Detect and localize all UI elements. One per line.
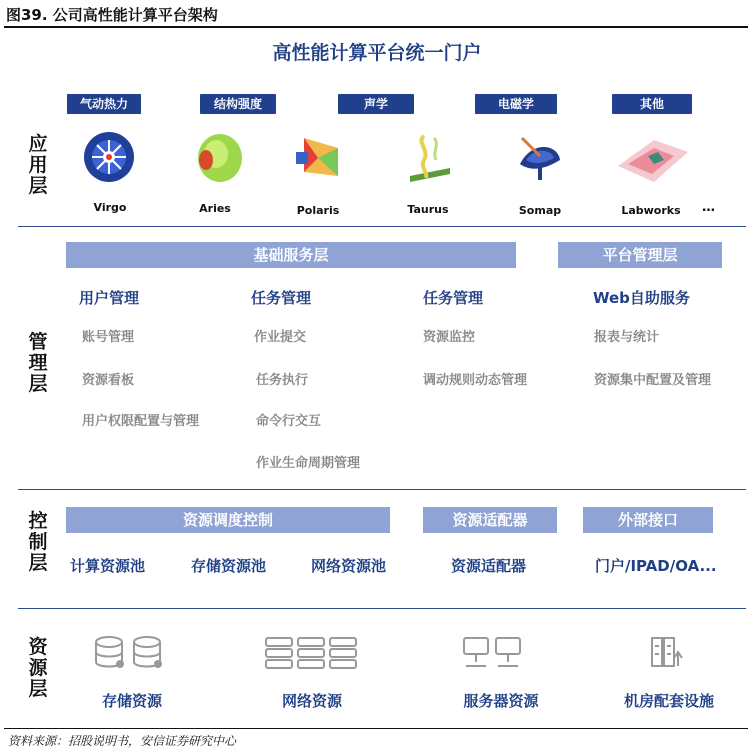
- layer-label-application: 应 用 层: [28, 133, 48, 197]
- compute-resource-pool: 计算资源池: [70, 557, 146, 575]
- datacenter-facility-label: 机房配套设施: [623, 692, 714, 710]
- taurus-app-icon: [402, 130, 458, 186]
- storage-resource-pool: 存储资源池: [191, 557, 267, 575]
- item-resource-monitoring: 资源监控: [423, 330, 476, 345]
- heading-user-management: 用户管理: [79, 289, 140, 307]
- layer-separator: [18, 226, 746, 227]
- item-job-lifecycle-management: 作业生命周期管理: [256, 456, 361, 471]
- polaris-app-icon: [290, 130, 346, 186]
- layer-label-resource: 资 源 层: [28, 636, 48, 700]
- more-apps-ellipsis: …: [702, 200, 715, 215]
- layer-label-management: 管 理 层: [28, 331, 48, 395]
- category-tag-aero-thermal: 气动热力: [67, 94, 141, 114]
- network-resource-label: 网络资源: [281, 692, 342, 710]
- category-tag-electromagnetics: 电磁学: [475, 94, 557, 114]
- app-name-virgo: Virgo: [93, 201, 127, 214]
- figure-title: 图39. 公司高性能计算平台架构: [6, 6, 218, 24]
- heading-task-management: 任务管理: [251, 289, 312, 307]
- title-rule: [4, 26, 748, 28]
- layer-separator: [18, 608, 746, 609]
- resource-adapter-bar: 资源适配器: [423, 507, 557, 533]
- server-resource-label: 服务器资源: [463, 692, 539, 710]
- app-name-labworks: Labworks: [621, 204, 681, 217]
- item-resource-config-management: 资源集中配置及管理: [594, 373, 712, 388]
- storage-resource-icon: [92, 634, 164, 672]
- server-resource-icon: [462, 636, 522, 672]
- item-resource-dashboard: 资源看板: [82, 373, 135, 388]
- labworks-app-icon: [614, 126, 690, 186]
- item-account-management: 账号管理: [82, 330, 135, 345]
- app-name-aries: Aries: [199, 202, 231, 215]
- datacenter-facility-icon: [648, 634, 688, 672]
- layer-label-control: 控 制 层: [28, 510, 48, 574]
- category-tag-acoustics: 声学: [338, 94, 414, 114]
- app-name-somap: Somap: [518, 204, 562, 217]
- item-task-execution: 任务执行: [256, 373, 309, 388]
- virgo-app-icon: [80, 128, 138, 186]
- base-service-layer-bar: 基础服务层: [66, 242, 516, 268]
- category-tag-other: 其他: [612, 94, 692, 114]
- storage-resource-label: 存储资源: [101, 692, 162, 710]
- external-interface-bar: 外部接口: [583, 507, 713, 533]
- resource-adapter-item: 资源适配器: [451, 557, 527, 575]
- category-tag-structure: 结构强度: [200, 94, 276, 114]
- app-name-taurus: Taurus: [407, 203, 449, 216]
- item-report-statistics: 报表与统计: [594, 330, 660, 345]
- aries-app-icon: [190, 130, 246, 186]
- external-portal-endpoints: 门户/IPAD/OA...: [595, 557, 717, 575]
- portal-title: 高性能计算平台统一门户: [272, 42, 482, 64]
- somap-app-icon: [510, 130, 566, 186]
- layer-separator: [18, 489, 746, 490]
- heading-task-management-2: 任务管理: [423, 289, 484, 307]
- item-command-line-interaction: 命令行交互: [256, 414, 322, 429]
- item-user-permission-config: 用户权限配置与管理: [82, 414, 200, 429]
- network-resource-icon: [264, 636, 358, 670]
- source-note: 资料来源：招股说明书，安信证券研究中心: [8, 734, 237, 748]
- platform-management-layer-bar: 平台管理层: [558, 242, 722, 268]
- app-name-polaris: Polaris: [296, 204, 340, 217]
- item-job-submission: 作业提交: [254, 330, 307, 345]
- resource-scheduling-control-bar: 资源调度控制: [66, 507, 390, 533]
- bottom-rule: [4, 728, 748, 729]
- network-resource-pool: 网络资源池: [311, 557, 387, 575]
- item-dispatch-rule-management: 调动规则动态管理: [423, 373, 528, 388]
- heading-web-self-service: Web自助服务: [593, 289, 690, 307]
